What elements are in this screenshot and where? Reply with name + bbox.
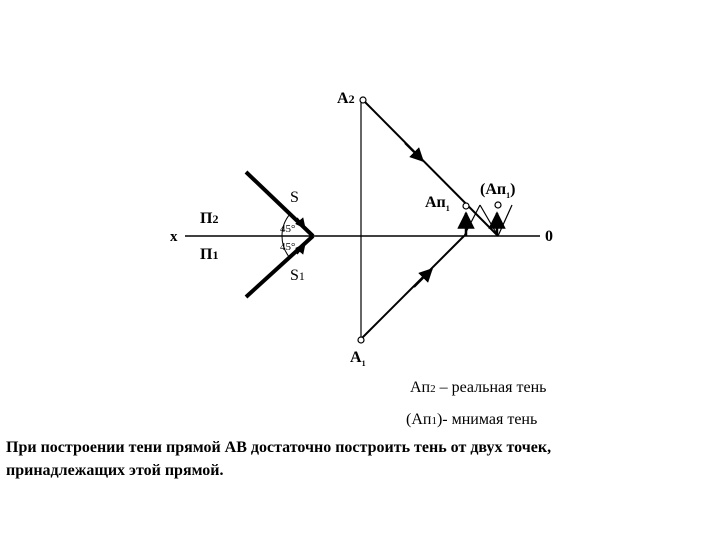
label-shadow-real-text: Ап — [425, 194, 446, 211]
label-a2 — [337, 91, 355, 107]
legend-real-prefix: Ап — [410, 379, 431, 396]
legend-real-index: 2 — [430, 383, 436, 395]
point-a1 — [358, 337, 364, 343]
point-a2 — [360, 97, 366, 103]
label-s1-index: 1 — [298, 269, 305, 283]
label-shadow-real-index: 1 — [445, 204, 450, 214]
ray-from-a1-arrow — [414, 269, 432, 287]
label-a1 — [350, 350, 366, 368]
point-shadow-real — [463, 203, 469, 209]
label-angle-upper — [280, 224, 295, 235]
label-shadow-real — [425, 195, 450, 213]
note-line-1: При построении тени прямой АВ достаточно построить тень от двух точек, — [6, 439, 552, 456]
label-a2-index: 2 — [348, 92, 355, 106]
label-plane-1 — [200, 247, 218, 263]
shadow-line-3 — [498, 205, 512, 236]
note-line-2: принадлежащих этой прямой. — [6, 462, 224, 479]
label-shadow-imag-close: ) — [510, 181, 516, 198]
label-plane-2 — [200, 211, 218, 227]
legend-imag-index: 1 — [431, 415, 437, 427]
label-axis-0 — [545, 229, 553, 245]
label-s1 — [290, 268, 305, 284]
label-shadow-imag — [480, 182, 515, 200]
ray-from-a2-arrow — [405, 143, 423, 161]
label-plane-1-text: П — [200, 246, 213, 263]
label-axis-0-text: 0 — [545, 228, 553, 245]
label-a1-letter: A — [350, 349, 362, 366]
point-shadow-imag — [495, 202, 501, 208]
label-shadow-imag-index: 1 — [506, 191, 511, 201]
label-axis-x — [170, 230, 178, 245]
label-plane-2-index: 2 — [212, 212, 219, 226]
legend-imag-shadow — [406, 412, 537, 428]
label-angle-lower-text: 45° — [280, 241, 296, 253]
legend-imag-prefix: (Ап — [406, 411, 432, 428]
label-plane-1-index: 1 — [212, 248, 219, 262]
legend-real-shadow — [410, 380, 546, 396]
label-shadow-imag-text: (Ап — [480, 181, 507, 198]
ray-from-a2 — [363, 100, 498, 236]
label-angle-lower — [280, 242, 295, 253]
label-s-text: S — [290, 189, 299, 206]
label-s1-text: S — [290, 267, 299, 284]
label-plane-2-text: П — [200, 210, 213, 227]
legend-imag-text: )- мнимая тень — [436, 411, 538, 428]
label-angle-upper-text: 45° — [280, 223, 296, 235]
label-a2-letter: A — [337, 90, 349, 107]
label-s — [290, 190, 299, 206]
ray-from-a1 — [362, 236, 464, 338]
label-axis-x-text: x — [170, 229, 178, 245]
label-a1-index: 1 — [361, 359, 366, 369]
legend-real-text: – реальная тень — [435, 379, 547, 396]
